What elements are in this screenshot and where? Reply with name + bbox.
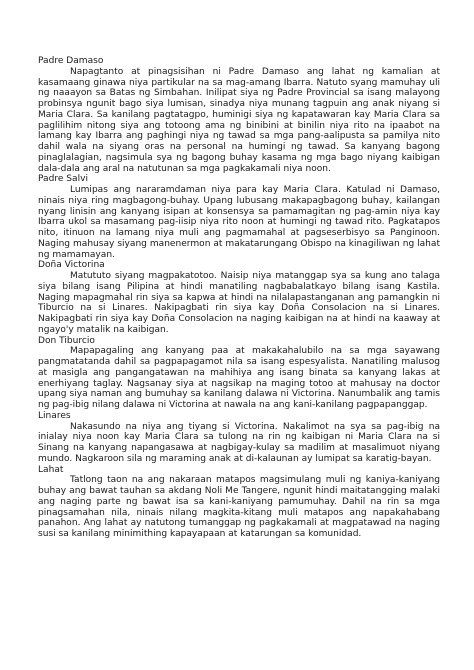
section-lahat bbox=[38, 465, 440, 540]
document-page bbox=[38, 56, 440, 540]
section-don-tiburcio bbox=[38, 336, 440, 411]
section-paragraph: Mapapagaling ang kanyang paa at makakahalubilo na sa mga sayawang pangmatatanda dahil sa pagpapagamot nila sa isang espesyalista. Nanatiling malusog at masigla ang pangangatawan na mahihiya ang isang binata sa kanyang lakas at enerhiyang taglay. Nagsanay siya at nagsikap na maging totoo at mahusay na doctor upang siya naman ang bumuhay sa kanilang dalawa ni Victorina. Nanumbalik ang tamis ng pag-ibig nilang dalawa ni Victorina at nawala na ang kani-kanilang pagpapanggap. bbox=[38, 346, 440, 410]
section-paragraph: Tatlong taon na ang nakaraan matapos magsimulang muli ng kaniya-kaniyang buhay ang bawat tauhan sa akdang Noli Me Tangere, ngunit hindi maitatangging malaki ang naging parte ng bawat isa sa kani-kaniyang pamumuhay. Dahil na rin sa mga pinagsamahan nila, ninais nilang magkita-kitang muli matapos ang napakahabang panahon. Ang lahat ay natutong tumanggap ng pagkakamali at magpatawad na naging susi sa kanilang minimithing kapayapaan at katarungan sa komunidad. bbox=[38, 475, 440, 539]
section-paragraph: Napagtanto at pinagsisihan ni Padre Damaso ang lahat ng kamalian at kasamaang ginawa niya partikular na sa mag-amang Ibarra. Natuto syang mamuhay uli ng naaayon sa Batas ng Simbahan. Inilipat siya ng Padre Provincial sa isang malayong probinsya ngunit bago siya lumisan, sinadya niya munang tagpuin ang anak niyang si Maria Clara. Sa kanilang pagtatagpo, huminigi siya ng kapatawaran kay Maria Clara sa paglilihim nitong siya ang totoong ama ng binibini at binilin niya rito na ipaabot na lamang kay Ibarra ang paghingi niya ng tawad sa mga pang-aalipusta sa pamilya nito dahil wala na siyang oras na personal na humingi ng tawad. Sa kanyang bagong pinaglalagian, nagsimula sya ng bagong buhay kasama ng mga bago niyang kaibigan dala-dala ang aral na natutunan sa mga pagkakamali niya noon. bbox=[38, 66, 440, 174]
section-heading: Padre Damaso bbox=[38, 56, 104, 66]
section-linares bbox=[38, 411, 440, 465]
section-heading: Don Tiburcio bbox=[38, 335, 95, 346]
section-paragraph: Nakasundo na niya ang tiyang si Victorina. Nakalimot na sya sa pag-ibig na inialay niya noon kay Maria Clara sa tulong na rin ng kaibigan ni Maria Clara na si Sinang na kanyang napangasawa at nagbigay-kulay sa madilim at masalimuot niyang mundo. Nagkaroon sila ng maraming anak at di-kalaunan ay lumipat sa karatig-bayan. bbox=[38, 421, 440, 464]
section-dona-victorina bbox=[38, 260, 440, 335]
section-padre-damaso bbox=[38, 56, 440, 174]
section-heading: Linares bbox=[38, 410, 71, 421]
section-paragraph: Lumipas ang nararamdaman niya para kay Maria Clara. Katulad ni Damaso, ninais niya ring magbagong-buhay. Upang lubusang makapagbagong buhay, kailangan nyang linisin ang kanyang isipan at konsensya sa pamamagitan ng pag-amin niya kay Ibarra ukol sa masamang pag-iisip niya rito noon at humingi ng tawad rito. Pagkatapos nito, itinuon na lamang niya muli ang pagmamahal at pagseserbisyo sa Panginoon. Naging mahusay siyang manenermon at makatarungang Obispo na kinagiliwan ng lahat ng mamamayan. bbox=[38, 185, 440, 260]
section-paragraph: Matututo siyang magpakatotoo. Naisip niya matanggap sya sa kung ano talaga siya bilang isang Pilipina at hindi manatiling nagbabalatkayo bilang isang Kastila. Naging mapagmahal rin siya sa kapwa at hindi na nilalapastanganan ang pamangkin ni Tiburcio na si Linares. Nakipagbati rin siya kay Doña Consolacion na si Linares. Nakipagbati rin siya kay Doña Consolacion na naging kaibigan na at hindi na kaaway at ngayo'y matalik na kaibigan. bbox=[38, 271, 440, 335]
section-heading: Lahat bbox=[38, 464, 64, 475]
section-heading: Doña Victorina bbox=[38, 260, 105, 271]
section-padre-salvi bbox=[38, 174, 440, 260]
section-heading: Padre Salvi bbox=[38, 174, 88, 185]
